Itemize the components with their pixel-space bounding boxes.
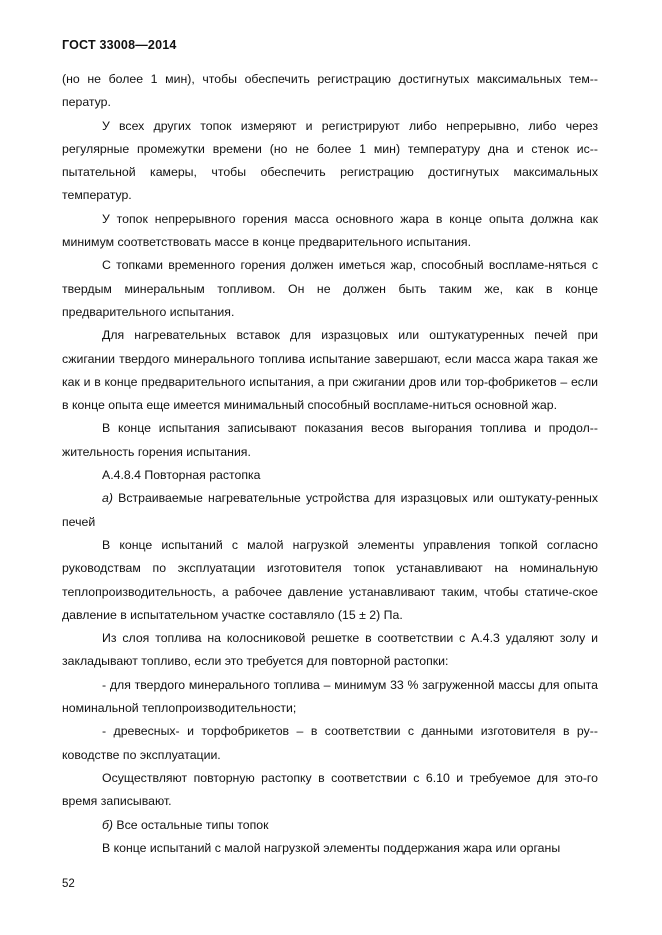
list-item-b: [62, 814, 598, 837]
document-body: [62, 68, 598, 860]
paragraph: Для нагревательных вставок для изразцовых или оштукатуренных печей при сжигании твердого минерального топлива испытание завершают, если масса жара такая же как и в конце предварительного испытания, а при сжигании дров или тор-фобрикетов – если в конце опыта еще имеется минимальный способный воспламе-ниться основной жар.: [62, 328, 598, 413]
page-number: 52: [62, 878, 75, 890]
list-item-text: Все остальные типы топок: [113, 817, 269, 832]
paragraph: Из слоя топлива на колосниковой решетке в соответствии с А.4.3 удаляют золу и закладывают топливо, если это требуется для повторной растопки:: [62, 631, 598, 669]
list-item-text: Встраиваемые нагревательные устройства для изразцовых или оштукату-ренных печей: [62, 491, 598, 529]
paragraph: В конце испытания записывают показания весов выгорания топлива и продол-жительность горения испытания.: [62, 421, 598, 459]
list-item-a: [62, 487, 598, 534]
paragraph: В конце испытаний с малой нагрузкой элементы управления топкой согласно руководствам по эксплуатации изготовителя топок устанавливают на номинальную теплопроизводительность, а рабочее давление устанавливают таким, чтобы статиче-ское давление в испытательном участке составляло (15 ± 2) Па.: [62, 537, 598, 622]
dash-list-item: - древесных- и торфобрикетов – в соответствии с данными изготовителя в ру-ководстве по эксплуатации.: [62, 724, 598, 762]
paragraph: С топками временного горения должен иметься жар, способный воспламе-няться с твердым минеральным топливом. Он не должен быть таким же, как в конце предварительного испытания.: [62, 258, 598, 319]
paragraph: Осуществляют повторную растопку в соответствии с 6.10 и требуемое для это-го время записывают.: [62, 770, 598, 809]
paragraph: В конце испытаний с малой нагрузкой элементы поддержания жара или органы: [102, 840, 561, 855]
document-header: ГОСТ 33008—2014: [62, 38, 177, 52]
paragraph: (но не более 1 мин), чтобы обеспечить регистрацию достигнутых максимальных тем-ператур.: [62, 72, 598, 110]
section-heading: А.4.8.4 Повторная растопка: [102, 468, 261, 483]
paragraph: У всех других топок измеряют и регистрируют либо непрерывно, либо через регулярные промежутки времени (но не более 1 мин) температуру дна и стенок ис-пытательной камеры, чтобы обеспечить регистрацию достигнутых максимальных температур.: [62, 118, 598, 203]
list-marker: а): [102, 491, 113, 506]
paragraph: У топок непрерывного горения масса основного жара в конце опыта должна как минимум соответствовать массе в конце предварительного испытания.: [62, 211, 598, 250]
dash-list-item: - для твердого минерального топлива – минимум 33 % загруженной массы для опыта номинальной теплопроизводительности;: [62, 677, 598, 716]
list-marker: б): [102, 817, 114, 832]
